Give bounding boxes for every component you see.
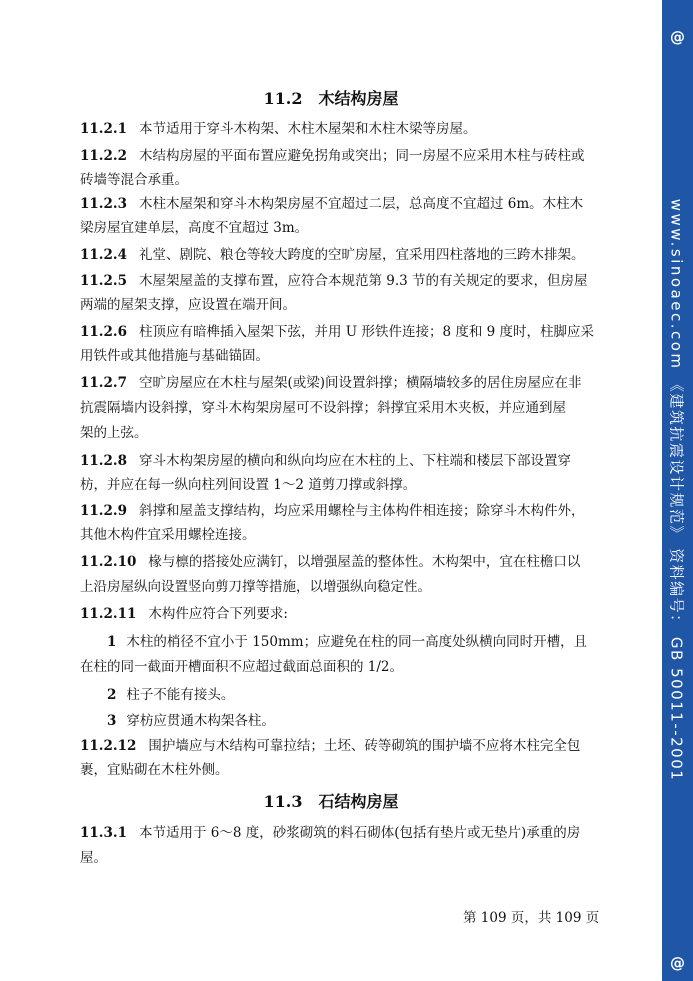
clause-11-2-5 <box>80 271 620 291</box>
clause-number: 11.2.4 <box>80 247 127 263</box>
clause-text: 木柱木屋架和穿斗木构架房屋不宜超过二层，总高度不宜超过 6m。木柱木 <box>138 196 584 212</box>
clause-number: 11.2.6 <box>80 324 127 340</box>
clause-number: 11.2.12 <box>80 738 137 754</box>
clause-text: 柱顶应有暗榫插入屋架下弦，并用 U 形铁件连接；8 度和 9 度时，柱脚应采 <box>138 324 594 340</box>
sub-item-text: 穿枋应贯通木构架各柱。 <box>126 713 275 729</box>
clause-11-2-2 <box>80 146 620 166</box>
clause-11-3-1 <box>80 823 620 843</box>
clause-text: 礼堂、剧院、粮仓等较大跨度的空旷房屋，宜采用四柱落地的三跨木排架。 <box>138 247 585 263</box>
sub-item-number: 3 <box>107 713 117 729</box>
clause-11-2-4 <box>80 245 620 265</box>
sub-item-text-continued: 在柱的同一截面开槽面积不应超过截面总面积的 1/2。 <box>80 659 404 675</box>
clause-11-2-11 <box>80 604 620 624</box>
clause-number: 11.2.10 <box>80 554 137 570</box>
watermark-sidebar <box>662 0 693 981</box>
clause-text-continued: 两端的屋架支撑，应设置在端开间。 <box>80 297 296 313</box>
sidebar-code-label: 资料编号： <box>667 548 686 631</box>
clause-text-continued: 用铁件或其他措施与基础锚固。 <box>80 348 269 364</box>
clause-text-continued: 其他木构件宜采用螺栓连接。 <box>80 527 256 543</box>
section-title: 11.2 木结构房屋 <box>263 89 399 108</box>
clause-text: 椽与檩的搭接处应满钉，以增强屋盖的整体性。木构架中，宜在柱檐口以 <box>148 554 581 570</box>
clause-number: 11.2.1 <box>80 121 127 137</box>
clause-11-2-6 <box>80 322 620 342</box>
sub-item-text: 柱子不能有接头。 <box>126 687 235 703</box>
clause-text: 本节适用于穿斗木构架、木柱木屋架和木柱木梁等房屋。 <box>138 121 477 137</box>
clause-text: 木结构房屋的平面布置应避免拐角或突出；同一房屋不应采用木柱与砖柱或 <box>138 148 585 164</box>
clause-text: 斜撑和屋盖支撑结构，均应采用螺栓与主体构件相连接；除穿斗木构件外， <box>138 503 585 519</box>
sub-item-2 <box>107 685 620 705</box>
clause-text-continued: 裹，宜贴砌在木柱外侧。 <box>80 762 229 778</box>
sub-item-text: 木柱的梢径不宜小于 150mm；应避免在柱的同一高度处纵横向同时开槽，且 <box>126 634 588 650</box>
sidebar-vertical-text <box>667 199 688 782</box>
clause-text: 木屋架屋盖的支撑布置，应符合本规范第 9.3 节的有关规定的要求，但房屋 <box>138 273 588 289</box>
clause-text: 木构件应符合下列要求: <box>148 606 288 622</box>
clause-11-2-9 <box>80 501 620 521</box>
clause-text: 围护墙应与木结构可靠拉结；土坯、砖等砌筑的围护墙不应将木柱完全包 <box>148 738 581 754</box>
clause-text-continued: 砖墙等混合承重。 <box>80 172 188 188</box>
clause-text-continued: 架的上弦。 <box>80 425 148 441</box>
sub-item-1 <box>107 632 620 652</box>
clause-text-continued: 屋。 <box>80 850 107 866</box>
at-sign-top: @ <box>670 28 685 46</box>
sidebar-code: GB 50011--2001 <box>667 636 686 782</box>
at-sign-bottom: @ <box>670 954 685 972</box>
clause-11-2-7 <box>80 373 620 393</box>
clause-11-2-12 <box>80 736 620 756</box>
sub-item-number: 2 <box>107 687 117 703</box>
clause-number: 11.2.9 <box>80 503 127 519</box>
clause-text: 空旷房屋应在木柱与屋架(或梁)间设置斜撑；横隔墙较多的居住房屋应在非 <box>138 375 582 391</box>
sub-item-3 <box>107 711 620 731</box>
clause-number: 11.3.1 <box>80 825 127 841</box>
clause-number: 11.2.5 <box>80 273 127 289</box>
clause-text: 本节适用于 6～8 度，砂浆砌筑的料石砌体(包括有垫片或无垫片)承重的房 <box>138 825 581 841</box>
clause-text-continued: 抗震隔墙内设斜撑，穿斗木构架房屋可不设斜撑；斜撑宜采用木夹板，并应通到屋 <box>80 400 566 416</box>
clause-number: 11.2.7 <box>80 375 127 391</box>
clause-11-2-3 <box>80 194 620 214</box>
clause-11-2-8 <box>80 451 620 471</box>
sidebar-book-title: 《建筑抗震设计规范》 <box>667 376 686 542</box>
clause-11-2-10 <box>80 552 620 572</box>
clause-number: 11.2.8 <box>80 453 127 469</box>
sidebar-site: www.sinoaec.com <box>667 198 686 371</box>
clause-text-continued: 上沿房屋纵向设置竖向剪刀撑等措施，以增强纵向稳定性。 <box>80 579 431 595</box>
clause-text: 穿斗木构架房屋的横向和纵向均应在木柱的上、下柱端和楼层下部设置穿 <box>138 453 571 469</box>
page-footer: 第 109 页，共 109 页 <box>463 910 600 926</box>
clause-number: 11.2.3 <box>80 196 127 212</box>
section-title: 11.3 石结构房屋 <box>263 792 399 811</box>
clause-text-continued: 梁房屋宜建单层，高度不宜超过 3m。 <box>80 220 309 236</box>
clause-number: 11.2.11 <box>80 606 137 622</box>
clause-11-2-1 <box>80 119 620 139</box>
clause-number: 11.2.2 <box>80 148 127 164</box>
sub-item-number: 1 <box>107 634 117 650</box>
clause-text-continued: 枋，并应在每一纵向柱列间设置 1～2 道剪刀撑或斜撑。 <box>80 477 417 493</box>
